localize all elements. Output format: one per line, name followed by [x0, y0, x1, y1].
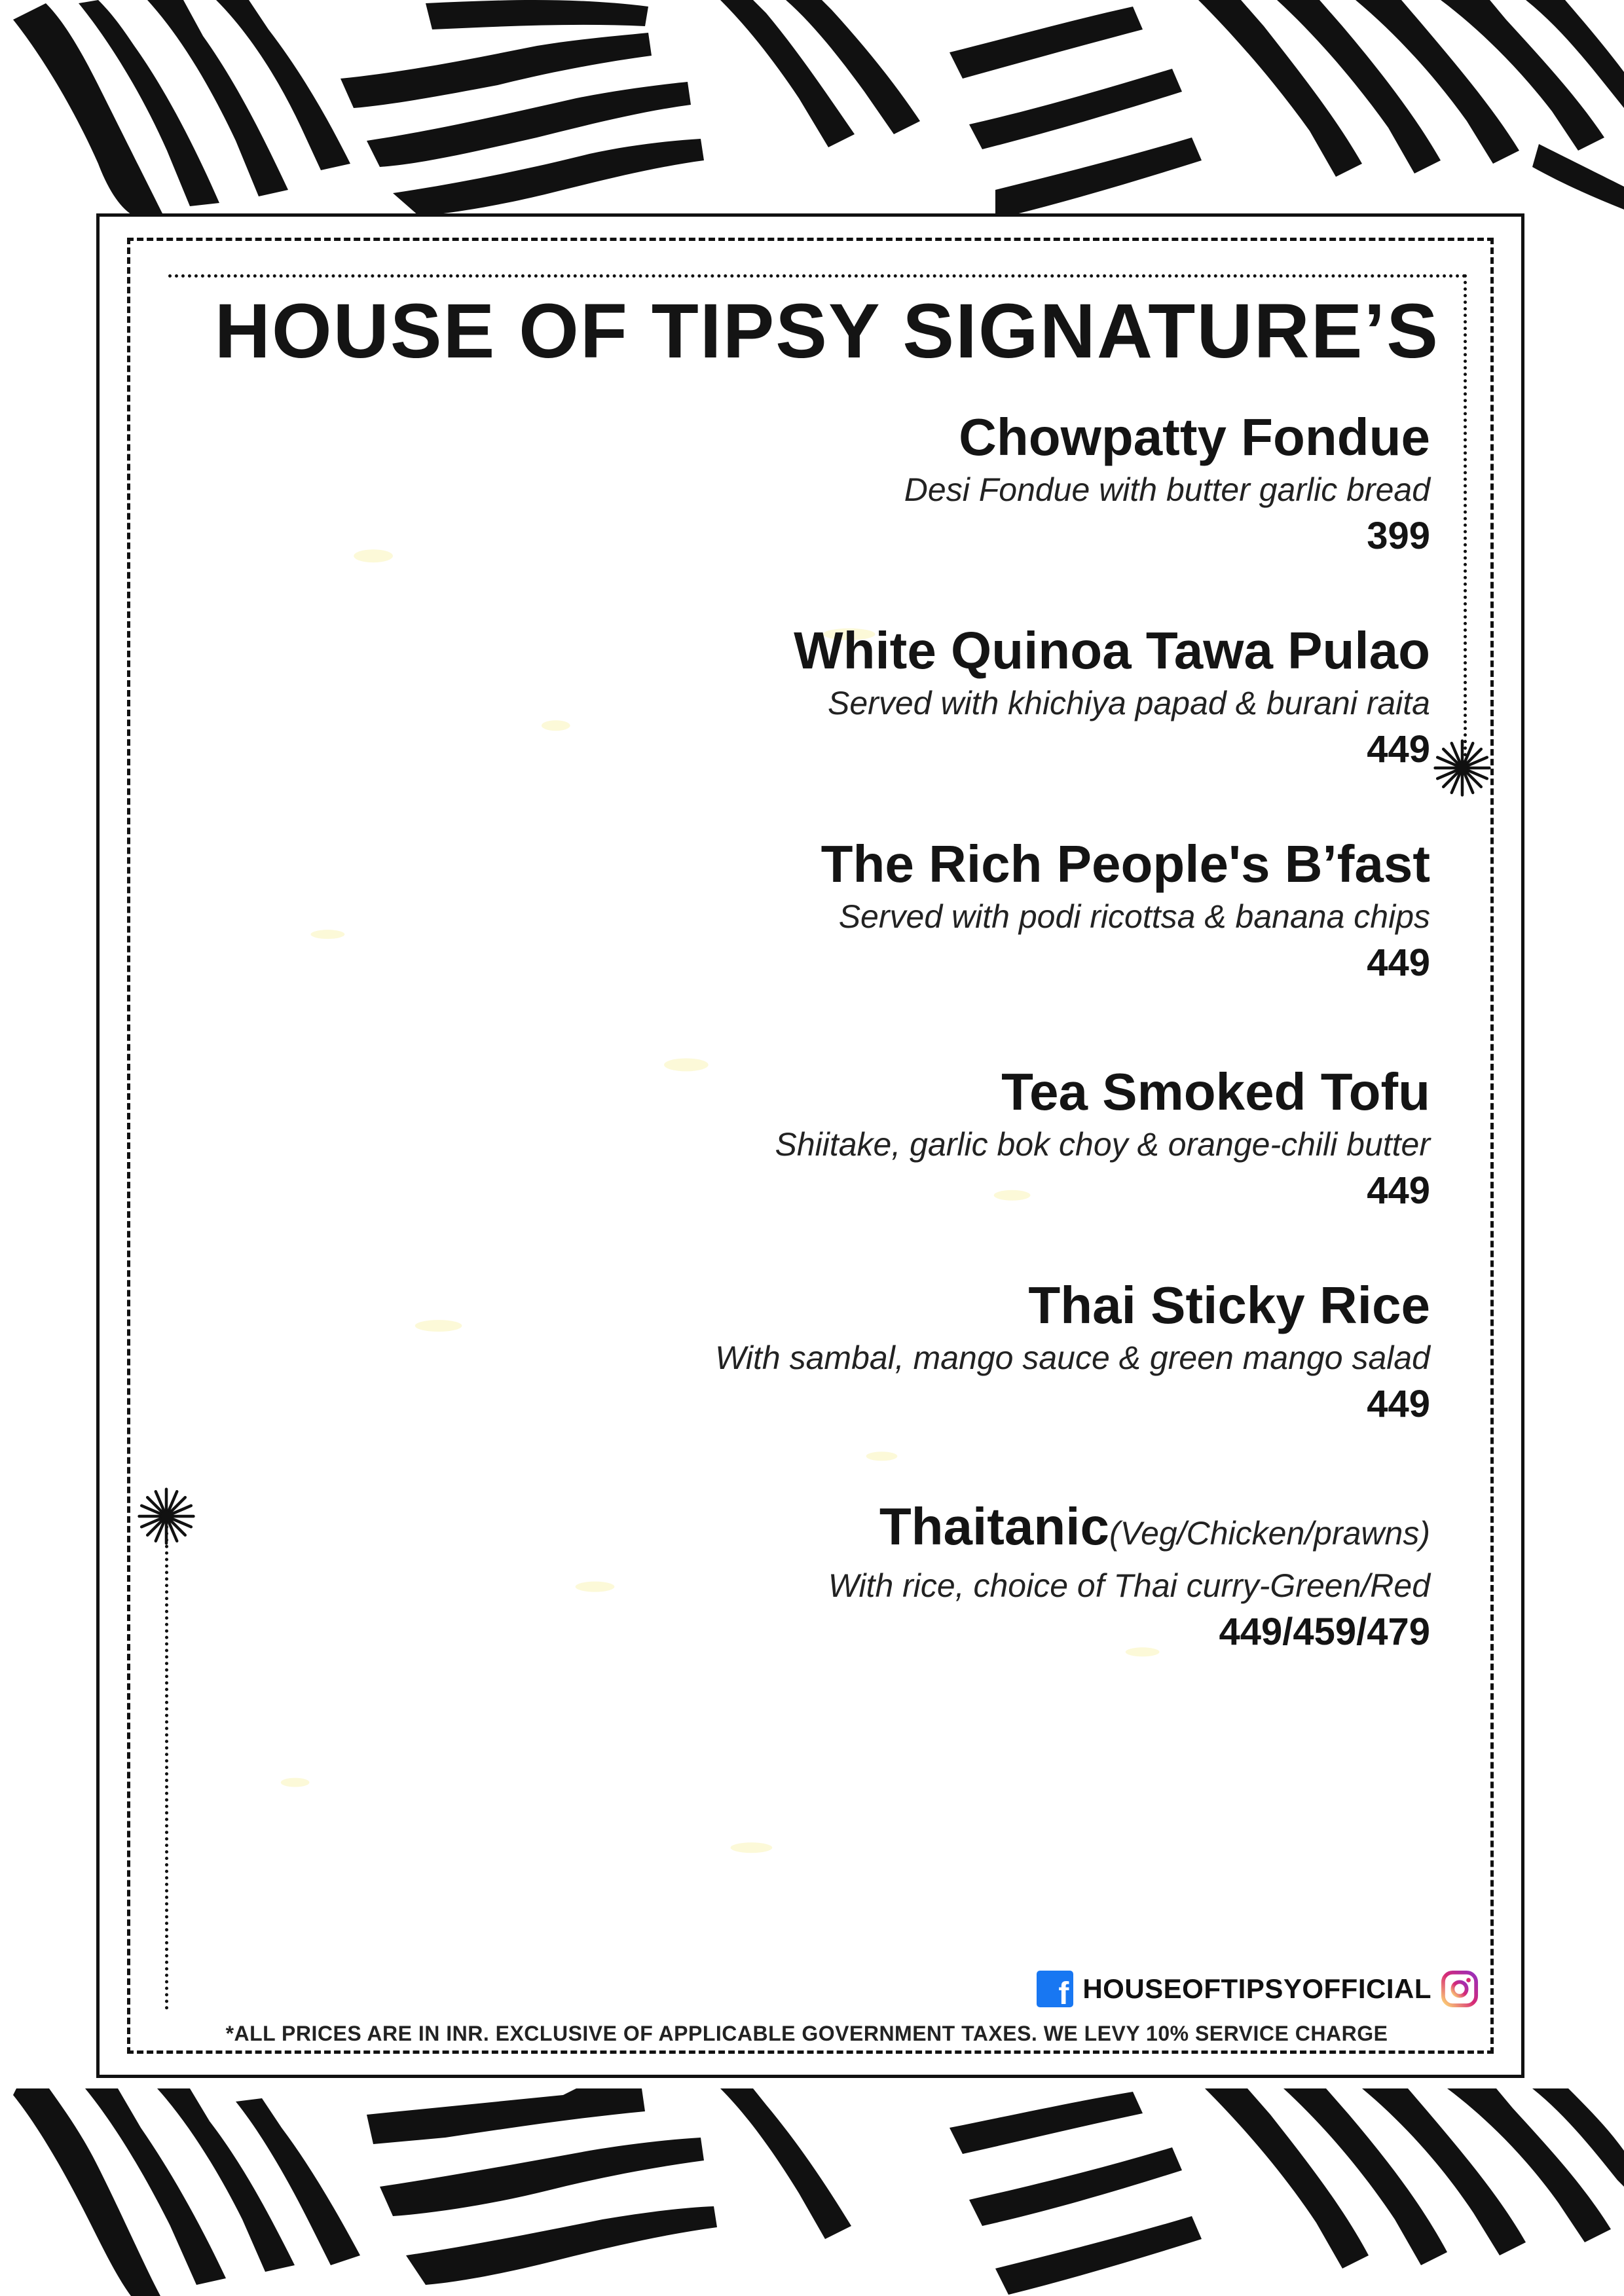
menu-item-thaitanic	[317, 1495, 1430, 1658]
item-name: Thai Sticky Rice	[1028, 1276, 1430, 1334]
item-price: 449	[1367, 728, 1430, 771]
menu-item-tea-smoked-tofu	[317, 1061, 1430, 1216]
dotted-line-left	[165, 1519, 168, 2010]
zebra-pattern-bottom	[0, 2088, 1624, 2296]
item-description: Served with podi ricottsa & banana chips	[838, 898, 1430, 935]
item-price: 399	[1367, 515, 1430, 557]
menu-item-white-quinoa-tawa-pulao	[317, 619, 1430, 775]
item-description: With rice, choice of Thai curry-Green/Red	[828, 1567, 1430, 1604]
zebra-pattern-top	[0, 0, 1624, 216]
starburst-icon	[137, 1487, 196, 1546]
item-description: Desi Fondue with butter garlic bread	[904, 471, 1430, 508]
item-price: 449	[1367, 1169, 1430, 1212]
item-name: Thaitanic(Veg/Chicken/prawns)	[879, 1497, 1430, 1556]
item-variant: (Veg/Chicken/prawns)	[1109, 1515, 1430, 1552]
item-price: 449/459/479	[1219, 1611, 1430, 1653]
item-name: The Rich People's B’fast	[821, 835, 1430, 893]
menu-item-rich-peoples-bfast	[317, 833, 1430, 989]
social-handle-row	[1037, 1969, 1479, 2009]
social-handle[interactable]: HOUSEOFTIPSYOFFICIAL	[1082, 1973, 1431, 2004]
item-price: 449	[1367, 941, 1430, 984]
starburst-icon	[1433, 738, 1492, 797]
menu-item-chowpatty-fondue	[317, 406, 1430, 562]
menu-list	[317, 406, 1430, 1658]
item-price: 449	[1367, 1383, 1430, 1425]
facebook-icon[interactable]: f	[1037, 1971, 1073, 2007]
item-description: Served with khichiya papad & burani raita	[828, 685, 1430, 721]
item-description: Shiitake, garlic bok choy & orange-chili butter	[775, 1126, 1430, 1163]
page-title: HOUSE OF TIPSY SIGNATURE’S	[214, 288, 1439, 374]
instagram-icon[interactable]	[1441, 1970, 1479, 2008]
item-name: White Quinoa Tawa Pulao	[794, 621, 1430, 680]
item-name: Chowpatty Fondue	[959, 408, 1430, 466]
item-description: With sambal, mango sauce & green mango salad	[715, 1339, 1430, 1376]
item-name: Tea Smoked Tofu	[1001, 1063, 1430, 1121]
price-disclaimer: *ALL PRICES ARE IN INR. EXCLUSIVE OF APPLICABLE GOVERNMENT TAXES. WE LEVY 10% SERVICE CHARGE	[225, 2022, 1388, 2045]
menu-item-thai-sticky-rice	[317, 1274, 1430, 1430]
